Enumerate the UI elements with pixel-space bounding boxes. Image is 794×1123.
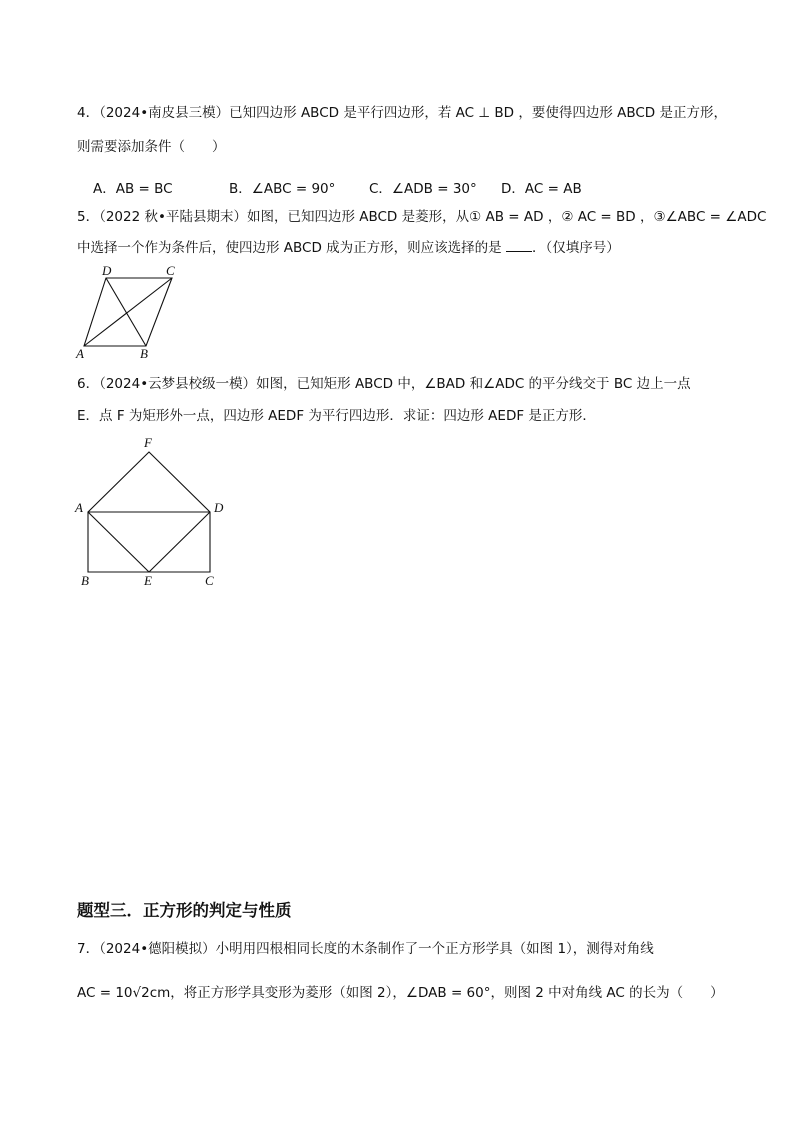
q5-stem-line1: 5．（2022 秋•平陆县期末）如图，已知四边形 ABCD 是菱形，从① AB = AD ，② AC = BD ，③∠ABC = ∠ADC bbox=[77, 209, 767, 225]
q6-label-e: E bbox=[144, 573, 152, 588]
q4-option-d: D．AC = AB bbox=[501, 181, 582, 197]
q7-stem-line2: AC = 10√2cm，将正方形学具变形为菱形（如图 2），∠DAB = 60°，则图 2 中对角线 AC 的长为（ ） bbox=[77, 985, 724, 1001]
q4-stem-line2: 则需要添加条件（ ） bbox=[77, 139, 226, 155]
q6-label-a: A bbox=[75, 500, 83, 515]
q5-diagonal-bd bbox=[106, 278, 146, 346]
q6-label-c: C bbox=[205, 573, 214, 588]
q5-stem-text: 中选择一个作为条件后，使四边形 ABCD 成为正方形，则应该选择的是 bbox=[77, 240, 506, 256]
q5-stem-line2 bbox=[77, 239, 620, 257]
q5-label-c: C bbox=[166, 263, 175, 278]
q6-rectangle-abcd bbox=[88, 512, 210, 572]
q6-segment-ae bbox=[88, 512, 149, 572]
q6-segment-de bbox=[149, 512, 210, 572]
q4-option-a: A．AB = BC bbox=[93, 181, 173, 197]
q6-label-b: B bbox=[81, 573, 89, 588]
q6-triangle-afd bbox=[88, 452, 210, 512]
q5-rhombus-figure bbox=[72, 264, 192, 364]
q5-stem-text-end: ．（仅填序号） bbox=[531, 240, 620, 256]
q6-stem-line1: 6．（2024•云梦县校级一模）如图，已知矩形 ABCD 中，∠BAD 和∠ADC 的平分线交于 BC 边上一点 bbox=[77, 376, 691, 392]
q4-option-c: C．∠ADB = 30° bbox=[369, 181, 477, 197]
q4-option-b: B．∠ABC = 90° bbox=[229, 181, 336, 197]
q6-rectangle-figure bbox=[72, 436, 232, 591]
q5-label-d: D bbox=[102, 263, 112, 278]
q5-answer-blank[interactable] bbox=[506, 239, 532, 252]
q4-stem-line1: 4．（2024•南皮县三模）已知四边形 ABCD 是平行四边形，若 AC ⊥ BD ，要使得四边形 ABCD 是正方形， bbox=[77, 105, 727, 121]
q6-stem-line2: E．点 F 为矩形外一点，四边形 AEDF 为平行四边形．求证：四边形 AEDF 是正方形． bbox=[77, 408, 596, 424]
q6-label-d: D bbox=[214, 500, 224, 515]
q7-stem-line1: 7．（2024•德阳模拟）小明用四根相同长度的木条制作了一个正方形学具（如图 1），测得对角线 bbox=[77, 941, 654, 957]
q6-label-f: F bbox=[144, 435, 152, 450]
section-title: 题型三．正方形的判定与性质 bbox=[77, 901, 292, 920]
q5-label-a: A bbox=[76, 346, 84, 361]
q5-label-b: B bbox=[140, 346, 148, 361]
